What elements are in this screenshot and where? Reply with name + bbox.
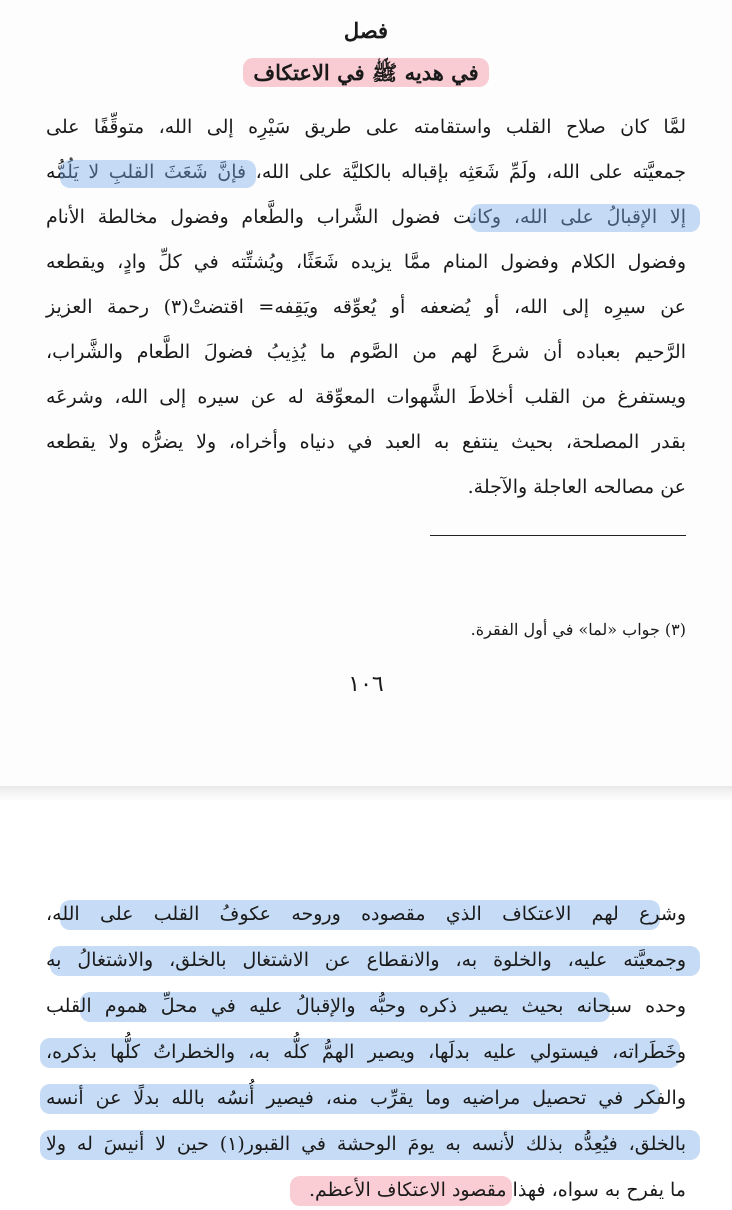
paragraph-line: لمَّا كان صلاح القلب واستقامته على طريق سَيْرِه إلى الله، متوقِّفًا على <box>46 116 686 138</box>
paragraph-line: بالخلق، فيُعِدُّه بذلك لأنسه به يومَ الوحشة في القبور(١) حين لا أنيسَ له ولا <box>46 1133 686 1155</box>
paragraph-line: ويستفرغ من القلب أخلاطَ الشَّهوات المعوِّقة له عن سيره إلى الله، وشرعَه <box>46 386 686 408</box>
paragraph-line: وجمعيَّته عليه، والخلوة به، والانقطاع عن الاشتغال بالخلق، والاشتغالُ به <box>46 949 686 971</box>
paragraph-line: وشرع لهم الاعتكاف الذي مقصوده وروحه عكوفُ القلب على الله، <box>46 903 686 925</box>
highlight-mark <box>470 204 700 232</box>
page-number: ١٠٦ <box>348 672 384 697</box>
footnote: (٣) جواب «لما» في أول الفقرة. <box>470 620 686 639</box>
paragraph-line: وفضول الكلام وفضول المنام ممَّا يزيده شَعَثًا، ويُشتِّته في كلِّ وادٍ، ويقطعه <box>46 251 686 273</box>
paragraph-line: ما يفرح به سواه، فهذا مقصود الاعتكاف الأعظم. <box>309 1179 686 1201</box>
paragraph-line: عن سيرِه إلى الله، أو يُضعفه أو يُعوِّقه ويَقِفه= اقتضتْ(٣) رحمة العزيز <box>46 296 686 318</box>
highlight-mark <box>60 160 256 188</box>
section-title <box>0 60 732 91</box>
paragraph-line: والفكر في تحصيل مراضيه وما يقرِّب منه، فيصير أُنسُه بالله بدلًا عن أنسه <box>46 1087 686 1109</box>
paragraph-line: إلا الإقبالُ على الله، وكانت فضول الشَّراب والطَّعام وفضول مخالطة الأنام <box>46 206 686 228</box>
section-title-text: في هديه ﷺ في الاعتكاف <box>243 58 488 87</box>
footnote-divider <box>430 535 686 536</box>
paragraph-line-text: جمعيَّته على الله، ولَمِّ شَعَثِه بإقباله بالكليَّة على الله، فإنَّ شَعَثَ القلبِ لا يَلُمُّه <box>46 161 686 183</box>
paragraph-line: وخَطَراته، فيستولي عليه بدلَها، ويصير الهمُّ كلُّه به، والخطراتُ كلُّها بذكره، <box>46 1041 686 1063</box>
paragraph-line: عن مصالحه العاجلة والآجلة. <box>467 476 686 498</box>
section-label: فصل <box>343 18 389 43</box>
bottom-page <box>0 800 732 1200</box>
paragraph-line: وحده سبحانه بحيث يصير ذكره وحبُّه والإقبالُ عليه في محلِّ هموم القلب <box>46 995 686 1017</box>
paragraph-line: بقدر المصلحة، بحيث ينتفع به العبد في دنياه وأخراه، ولا يضرُّه ولا يقطعه <box>46 431 686 453</box>
paragraph-line: الرَّحيم بعباده أن شرعَ لهم من الصَّوم ما يُذِيبُ فضولَ الطَّعام والشَّراب، <box>46 341 686 363</box>
